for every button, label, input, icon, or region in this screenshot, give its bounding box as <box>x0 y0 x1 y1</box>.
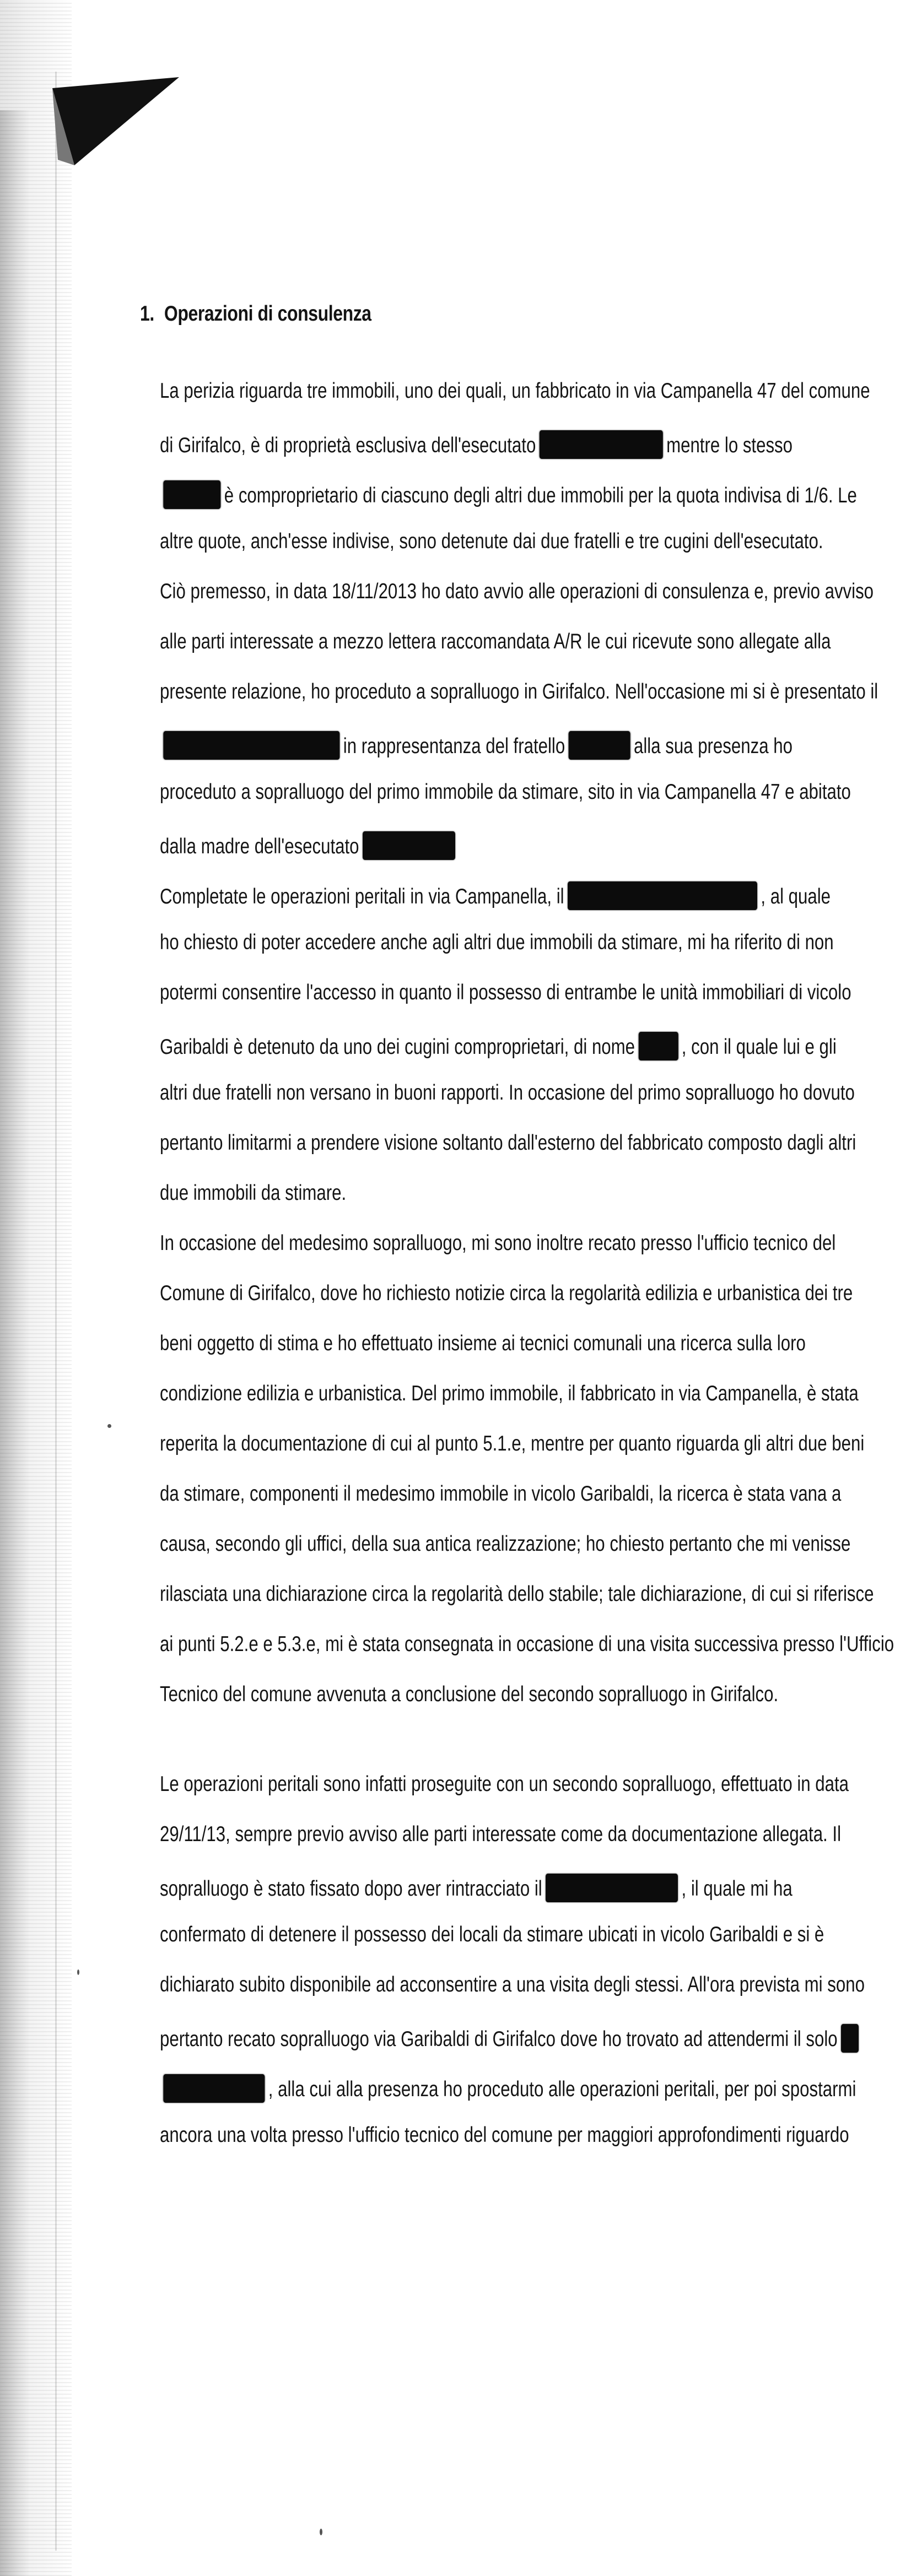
text-segment: pertanto limitarmi a prendere visione soltanto dall'esterno del fabbricato composto dagli altri <box>160 1131 856 1155</box>
text-segment: alla sua presenza ho <box>633 734 793 758</box>
text-segment: dalla madre dell'esecutato <box>160 835 359 858</box>
text-line <box>160 1432 865 1483</box>
text-line <box>160 981 851 1032</box>
text-line <box>160 630 831 681</box>
section-heading <box>140 302 371 326</box>
text-segment: due immobili da stimare. <box>160 1181 347 1205</box>
redaction-block <box>568 881 757 910</box>
text-segment: dichiarato subito disponibile ad acconsentire a una visita degli stessi. All'ora prevista mi sono <box>160 1973 865 1996</box>
text-line <box>160 1632 894 1684</box>
text-segment: Comune di Girifalco, dove ho richiesto notizie circa la regolarità edilizia e urbanistica dei tre <box>160 1281 853 1305</box>
text-line <box>160 881 831 932</box>
text-segment: , alla cui alla presenza ho proceduto alle operazioni peritali, per poi spostarmi <box>268 2077 856 2101</box>
text-segment: 29/11/13, sempre previo avviso alle parti interessate come da documentazione allegata. Il <box>160 1822 841 1846</box>
text-segment: Le operazioni peritali sono infatti proseguite con un secondo sopralluogo, effettuato in data <box>160 1772 849 1796</box>
text-line <box>160 2024 838 2074</box>
text-segment: da stimare, componenti il medesimo immobile in vicolo Garibaldi, la ricerca è stata vana a <box>160 1482 842 1506</box>
redaction-block <box>841 2024 859 2053</box>
text-segment: altri due fratelli non versano in buoni rapporti. In occasione del primo sopralluogo ho dovuto <box>160 1081 855 1105</box>
text-segment: ho chiesto di poter accedere anche agli altri due immobili da stimare, mi ha riferito di non <box>160 930 834 954</box>
text-line <box>160 430 793 480</box>
redaction-block <box>540 430 663 459</box>
text-line <box>160 1482 842 1533</box>
text-segment: proceduto a sopralluogo del primo immobile da stimare, sito in via Campanella 47 e abitato <box>160 780 851 804</box>
text-segment: reperita la documentazione di cui al punto 5.1.e, mentre per quanto riguarda gli altri due beni <box>160 1432 865 1455</box>
text-segment: ai punti 5.2.e e 5.3.e, mi è stata consegnata in occasione di una visita successiva presso l'Ufficio <box>160 1632 894 1656</box>
text-segment: rilasciata una dichiarazione circa la regolarità dello stabile; tale dichiarazione, di cui si riferisce <box>160 1582 874 1606</box>
text-segment: sopralluogo è stato fissato dopo aver rintracciato il <box>160 1877 542 1901</box>
folded-corner-shape <box>52 77 179 165</box>
text-line <box>160 780 851 831</box>
section-number: 1. <box>140 302 154 326</box>
scan-speck <box>77 1969 79 1975</box>
text-segment: Tecnico del comune avvenuta a conclusione del secondo sopralluogo in Girifalco. <box>160 1682 779 1706</box>
text-line <box>160 1382 859 1433</box>
redaction-block <box>163 480 220 509</box>
text-line <box>160 1682 779 1734</box>
text-segment: altre quote, anch'esse indivise, sono detenute dai due fratelli e tre cugini dell'esecutato. <box>160 529 823 553</box>
text-segment: Garibaldi è detenuto da uno dei cugini comproprietari, di nome <box>160 1035 635 1059</box>
section-title: Operazioni di consulenza <box>164 302 371 326</box>
redaction-block <box>163 731 339 760</box>
text-line <box>160 529 823 581</box>
text-segment: beni oggetto di stima e ho effettuato insieme ai tecnici comunali una ricerca sulla loro <box>160 1332 806 1355</box>
text-line <box>160 1332 806 1383</box>
text-line <box>160 680 878 731</box>
text-segment: , al quale <box>761 885 831 908</box>
body-text <box>160 379 894 2174</box>
text-segment: alle parti interessate a mezzo lettera raccomandata A/R le cui ricevute sono allegate alla <box>160 630 831 653</box>
text-line <box>160 480 857 531</box>
text-line <box>160 731 793 781</box>
text-line <box>160 1131 856 1182</box>
text-segment: mentre lo stesso <box>666 434 793 457</box>
text-segment: è comproprietario di ciascuno degli altri due immobili per la quota indivisa di 1/6. Le <box>224 484 857 507</box>
text-line <box>160 2123 849 2174</box>
text-segment: , con il quale lui e gli <box>681 1035 837 1059</box>
text-line <box>160 580 874 631</box>
text-line <box>160 1231 836 1282</box>
text-segment: confermato di detenere il possesso dei locali da stimare ubicati in vicolo Garibaldi e si è <box>160 1923 824 1946</box>
text-line <box>160 1532 851 1583</box>
text-line <box>160 1032 837 1082</box>
text-segment: In occasione del medesimo sopralluogo, mi sono inoltre recato presso l'ufficio tecnico del <box>160 1231 836 1255</box>
text-line <box>160 1582 874 1633</box>
redaction-block <box>363 831 455 860</box>
redaction-block <box>163 2074 265 2103</box>
text-line <box>160 930 834 982</box>
text-line <box>160 1081 855 1132</box>
text-segment: Ciò premesso, in data 18/11/2013 ho dato avvio alle operazioni di consulenza e, previo avviso <box>160 580 874 603</box>
text-segment: in rappresentanza del fratello <box>343 734 565 758</box>
text-line <box>160 379 870 430</box>
text-line <box>160 1923 824 1974</box>
text-line <box>160 2074 856 2124</box>
scan-speck <box>107 1424 111 1428</box>
text-segment: Completate le operazioni peritali in via Campanella, il <box>160 885 564 908</box>
text-segment: , il quale mi ha <box>681 1877 793 1901</box>
scan-fold-line <box>55 72 57 2551</box>
redaction-block <box>546 1874 678 1902</box>
text-segment: potermi consentire l'accesso in quanto il possesso di entrambe le unità immobiliari di vicolo <box>160 981 851 1004</box>
text-line <box>160 1772 849 1823</box>
scan-speck <box>320 2529 322 2535</box>
text-segment: causa, secondo gli uffici, della sua antica realizzazione; ho chiesto pertanto che mi venisse <box>160 1532 851 1556</box>
text-line <box>160 1182 702 1232</box>
text-line <box>160 1822 841 1874</box>
scan-left-shadow <box>0 110 30 2576</box>
text-segment: pertanto recato sopralluogo via Garibaldi di Girifalco dove ho trovato ad attendermi il solo <box>160 2027 838 2051</box>
text-line <box>160 1874 793 1924</box>
text-line <box>160 1973 865 2024</box>
text-segment: condizione edilizia e urbanistica. Del primo immobile, il fabbricato in via Campanella, è stata <box>160 1382 859 1405</box>
text-line <box>160 1281 853 1333</box>
redaction-block <box>569 731 630 760</box>
text-segment: presente relazione, ho proceduto a sopralluogo in Girifalco. Nell'occasione mi si è presentato il <box>160 680 878 703</box>
text-segment: ancora una volta presso l'ufficio tecnico del comune per maggiori approfondimenti riguardo <box>160 2123 849 2147</box>
text-segment: La perizia riguarda tre immobili, uno dei quali, un fabbricato in via Campanella 47 del comune <box>160 379 870 403</box>
redaction-block <box>638 1032 678 1060</box>
text-segment: di Girifalco, è di proprietà esclusiva dell'esecutato <box>160 434 536 457</box>
text-line <box>160 831 702 881</box>
